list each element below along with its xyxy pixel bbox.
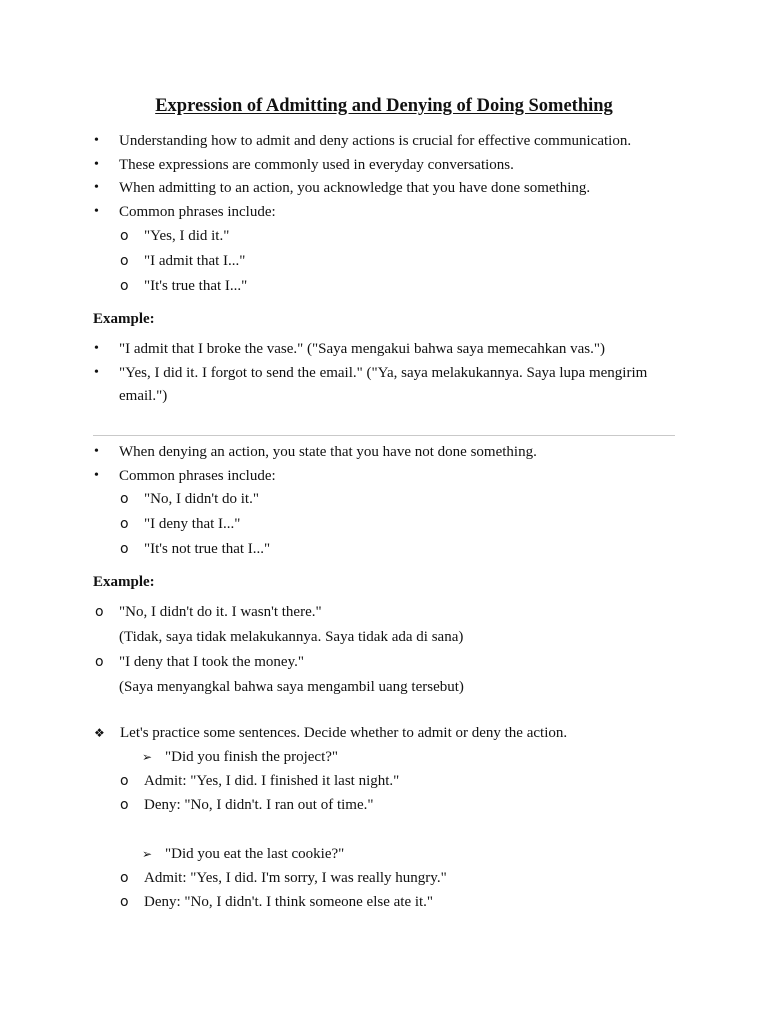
practice-question: "Did you eat the last cookie?" [165,846,345,862]
circle-bullet-icon: o [120,228,129,244]
bullet-icon: • [94,204,99,219]
circle-bullet-icon: o [120,253,129,269]
arrow-bullet-icon: ➢ [142,847,153,861]
circle-bullet-icon: o [120,894,129,910]
list-item: "I admit that I broke the vase." ("Saya mengakui bahwa saya memecahkan vas.") [119,341,605,357]
list-item: These expressions are commonly used in everyday conversations. [119,157,514,173]
list-item: "I deny that I..." [144,516,241,532]
example-sentence: "No, I didn't do it. I wasn't there." [119,604,322,620]
circle-bullet-icon: o [95,604,104,620]
practice-admit-answer: Admit: "Yes, I did. I'm sorry, I was really hungry." [144,870,447,886]
circle-bullet-icon: o [120,516,129,532]
list-item: "Yes, I did it." [144,228,230,244]
circle-bullet-icon: o [120,797,129,813]
circle-bullet-icon: o [120,773,129,789]
bullet-icon: • [94,157,99,172]
page-title: Expression of Admitting and Denying of Doing Something [155,96,613,116]
list-item: When denying an action, you state that you have not done something. [119,444,537,460]
bullet-icon: • [94,444,99,459]
list-item: "It's not true that I..." [144,541,271,557]
bullet-icon: • [94,133,99,148]
bullet-icon: • [94,180,99,195]
practice-question: "Did you finish the project?" [165,749,339,765]
diamond-bullet-icon: ❖ [94,726,105,740]
list-item: "It's true that I..." [144,278,248,294]
practice-deny-answer: Deny: "No, I didn't. I think someone else ate it." [144,894,434,910]
example-heading: Example: [93,311,155,327]
practice-instruction: Let's practice some sentences. Decide whether to admit or deny the action. [120,725,568,741]
circle-bullet-icon: o [95,654,104,670]
example-heading: Example: [93,574,155,590]
list-item: "No, I didn't do it." [144,491,259,507]
list-item: Understanding how to admit and deny actions is crucial for effective communication. [119,133,632,149]
list-item: "I admit that I..." [144,253,246,269]
bullet-icon: • [94,365,99,380]
example-sentence: "I deny that I took the money." [119,654,304,670]
example-translation: (Saya menyangkal bahwa saya mengambil uang tersebut) [119,679,464,695]
circle-bullet-icon: o [120,278,129,294]
bullet-icon: • [94,341,99,356]
list-item-continuation: email.") [119,388,168,404]
circle-bullet-icon: o [120,491,129,507]
circle-bullet-icon: o [120,870,129,886]
bullet-icon: • [94,468,99,483]
list-item: When admitting to an action, you acknowledge that you have done something. [119,180,591,196]
section-divider [93,435,675,436]
list-item: "Yes, I did it. I forgot to send the email." ("Ya, saya melakukannya. Saya lupa mengirim [119,365,648,381]
practice-admit-answer: Admit: "Yes, I did. I finished it last night." [144,773,400,789]
list-item: Common phrases include: [119,468,276,484]
example-translation: (Tidak, saya tidak melakukannya. Saya tidak ada di sana) [119,629,464,645]
arrow-bullet-icon: ➢ [142,750,153,764]
list-item: Common phrases include: [119,204,276,220]
circle-bullet-icon: o [120,541,129,557]
practice-deny-answer: Deny: "No, I didn't. I ran out of time." [144,797,374,813]
